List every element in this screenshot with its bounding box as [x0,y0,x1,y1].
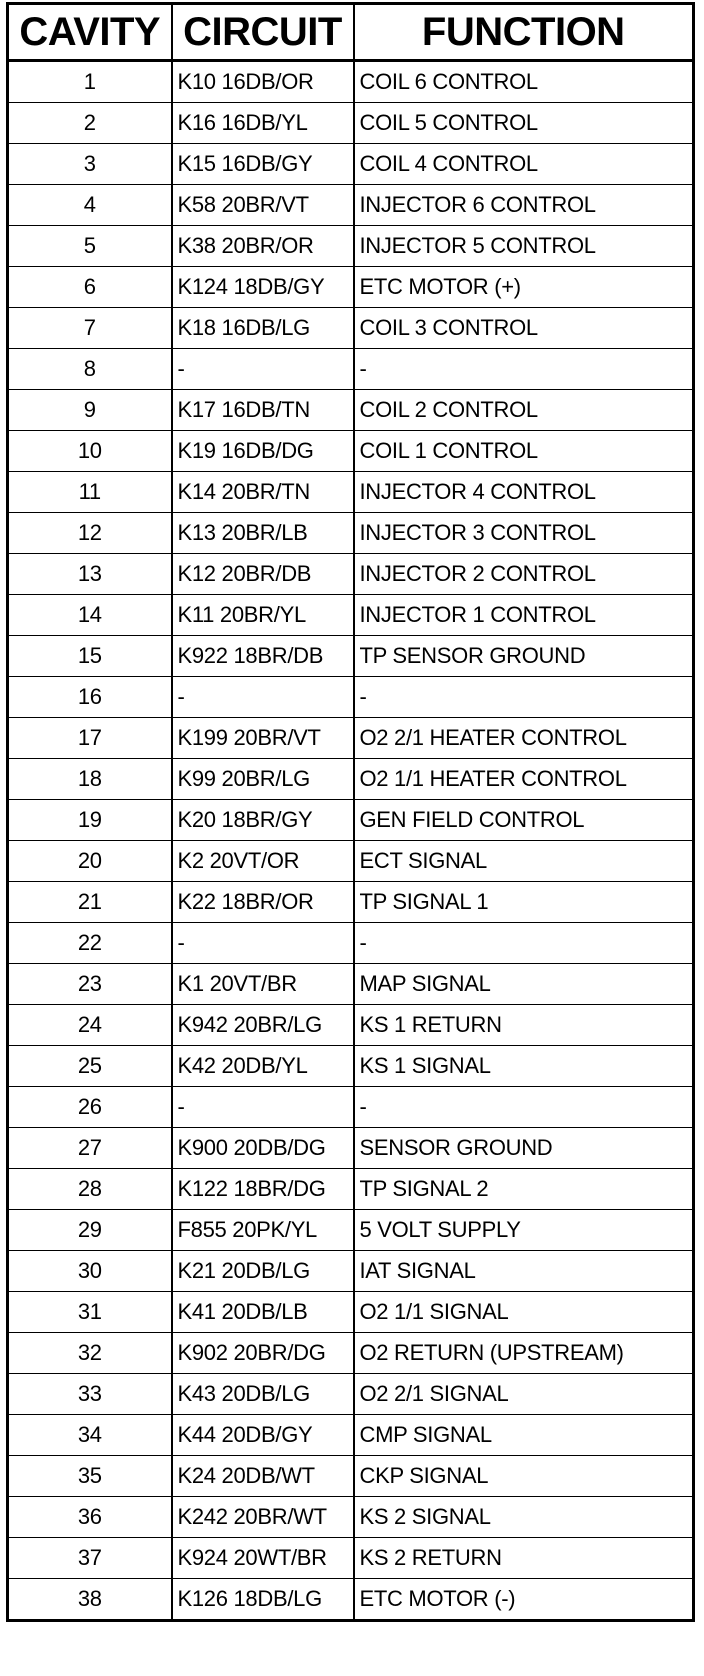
header-circuit: CIRCUIT [172,4,354,61]
cavity-cell: 31 [8,1292,172,1333]
table-row [8,964,694,1005]
table-row [8,308,694,349]
function-cell: COIL 2 CONTROL [354,390,694,431]
table-row [8,431,694,472]
circuit-cell: K126 18DB/LG [172,1579,354,1621]
circuit-cell: K99 20BR/LG [172,759,354,800]
table-row [8,1415,694,1456]
table-row [8,1456,694,1497]
circuit-cell: K242 20BR/WT [172,1497,354,1538]
cavity-cell: 6 [8,267,172,308]
header-cavity: CAVITY [8,4,172,61]
function-cell: O2 2/1 SIGNAL [354,1374,694,1415]
function-cell: INJECTOR 2 CONTROL [354,554,694,595]
circuit-cell: K10 16DB/OR [172,61,354,103]
function-cell: - [354,677,694,718]
function-cell: MAP SIGNAL [354,964,694,1005]
cavity-cell: 4 [8,185,172,226]
table-row [8,185,694,226]
cavity-cell: 15 [8,636,172,677]
table-row [8,595,694,636]
table-row [8,144,694,185]
table-row [8,759,694,800]
circuit-cell: K20 18BR/GY [172,800,354,841]
function-cell: COIL 1 CONTROL [354,431,694,472]
cavity-cell: 14 [8,595,172,636]
table-row [8,1497,694,1538]
circuit-cell: K924 20WT/BR [172,1538,354,1579]
circuit-cell: K18 16DB/LG [172,308,354,349]
table-row [8,1169,694,1210]
table-row [8,1538,694,1579]
cavity-cell: 38 [8,1579,172,1621]
table-row [8,1087,694,1128]
table-row [8,882,694,923]
function-cell: TP SENSOR GROUND [354,636,694,677]
table-row [8,1128,694,1169]
function-cell: O2 1/1 SIGNAL [354,1292,694,1333]
table-row [8,1333,694,1374]
cavity-cell: 35 [8,1456,172,1497]
circuit-cell: K942 20BR/LG [172,1005,354,1046]
cavity-cell: 11 [8,472,172,513]
cavity-cell: 20 [8,841,172,882]
table-row [8,1292,694,1333]
table-row [8,636,694,677]
function-cell: ETC MOTOR (+) [354,267,694,308]
table-row [8,103,694,144]
function-cell: KS 2 SIGNAL [354,1497,694,1538]
connector-pinout-table [6,2,695,1622]
function-cell: 5 VOLT SUPPLY [354,1210,694,1251]
cavity-cell: 17 [8,718,172,759]
circuit-cell: K24 20DB/WT [172,1456,354,1497]
table-header [8,4,694,61]
function-cell: - [354,923,694,964]
table-row [8,1374,694,1415]
circuit-cell: K16 16DB/YL [172,103,354,144]
function-cell: IAT SIGNAL [354,1251,694,1292]
function-cell: CKP SIGNAL [354,1456,694,1497]
cavity-cell: 23 [8,964,172,1005]
cavity-cell: 19 [8,800,172,841]
table-row [8,349,694,390]
cavity-cell: 12 [8,513,172,554]
function-cell: COIL 5 CONTROL [354,103,694,144]
circuit-cell: K13 20BR/LB [172,513,354,554]
circuit-cell: K21 20DB/LG [172,1251,354,1292]
cavity-cell: 30 [8,1251,172,1292]
circuit-cell: K19 16DB/DG [172,431,354,472]
circuit-cell: K922 18BR/DB [172,636,354,677]
circuit-cell: K42 20DB/YL [172,1046,354,1087]
header-row [8,4,694,61]
cavity-cell: 21 [8,882,172,923]
circuit-cell: K1 20VT/BR [172,964,354,1005]
circuit-cell: K41 20DB/LB [172,1292,354,1333]
cavity-cell: 10 [8,431,172,472]
function-cell: INJECTOR 3 CONTROL [354,513,694,554]
table-row [8,923,694,964]
cavity-cell: 18 [8,759,172,800]
function-cell: TP SIGNAL 2 [354,1169,694,1210]
table-row [8,390,694,431]
function-cell: O2 RETURN (UPSTREAM) [354,1333,694,1374]
cavity-cell: 16 [8,677,172,718]
table-row [8,1210,694,1251]
function-cell: O2 1/1 HEATER CONTROL [354,759,694,800]
circuit-cell: K902 20BR/DG [172,1333,354,1374]
function-cell: GEN FIELD CONTROL [354,800,694,841]
table-row [8,226,694,267]
table-row [8,1251,694,1292]
table-row [8,267,694,308]
table-row [8,1579,694,1621]
circuit-cell: K58 20BR/VT [172,185,354,226]
header-function: FUNCTION [354,4,694,61]
cavity-cell: 26 [8,1087,172,1128]
table-row [8,554,694,595]
function-cell: ECT SIGNAL [354,841,694,882]
function-cell: SENSOR GROUND [354,1128,694,1169]
circuit-cell: K12 20BR/DB [172,554,354,595]
cavity-cell: 32 [8,1333,172,1374]
cavity-cell: 29 [8,1210,172,1251]
circuit-cell: K22 18BR/OR [172,882,354,923]
cavity-cell: 27 [8,1128,172,1169]
function-cell: COIL 4 CONTROL [354,144,694,185]
function-cell: INJECTOR 1 CONTROL [354,595,694,636]
circuit-cell: K2 20VT/OR [172,841,354,882]
circuit-cell: K122 18BR/DG [172,1169,354,1210]
function-cell: INJECTOR 4 CONTROL [354,472,694,513]
table-body [8,61,694,1621]
function-cell: KS 2 RETURN [354,1538,694,1579]
circuit-cell: K38 20BR/OR [172,226,354,267]
function-cell: KS 1 RETURN [354,1005,694,1046]
circuit-cell: - [172,1087,354,1128]
cavity-cell: 8 [8,349,172,390]
circuit-cell: K124 18DB/GY [172,267,354,308]
table-row [8,1046,694,1087]
cavity-cell: 2 [8,103,172,144]
table-row [8,513,694,554]
function-cell: - [354,349,694,390]
circuit-cell: K14 20BR/TN [172,472,354,513]
cavity-cell: 24 [8,1005,172,1046]
circuit-cell: K199 20BR/VT [172,718,354,759]
cavity-cell: 37 [8,1538,172,1579]
function-cell: ETC MOTOR (-) [354,1579,694,1621]
table-row [8,472,694,513]
table-row [8,800,694,841]
table-row [8,61,694,103]
cavity-cell: 5 [8,226,172,267]
cavity-cell: 25 [8,1046,172,1087]
circuit-cell: K15 16DB/GY [172,144,354,185]
circuit-cell: K43 20DB/LG [172,1374,354,1415]
function-cell: COIL 3 CONTROL [354,308,694,349]
cavity-cell: 28 [8,1169,172,1210]
circuit-cell: F855 20PK/YL [172,1210,354,1251]
cavity-cell: 9 [8,390,172,431]
circuit-cell: - [172,923,354,964]
cavity-cell: 13 [8,554,172,595]
function-cell: COIL 6 CONTROL [354,61,694,103]
cavity-cell: 36 [8,1497,172,1538]
cavity-cell: 1 [8,61,172,103]
function-cell: O2 2/1 HEATER CONTROL [354,718,694,759]
function-cell: INJECTOR 6 CONTROL [354,185,694,226]
function-cell: TP SIGNAL 1 [354,882,694,923]
circuit-cell: K900 20DB/DG [172,1128,354,1169]
table-row [8,718,694,759]
table-row [8,1005,694,1046]
circuit-cell: K17 16DB/TN [172,390,354,431]
circuit-cell: - [172,677,354,718]
circuit-cell: - [172,349,354,390]
table-row [8,677,694,718]
function-cell: INJECTOR 5 CONTROL [354,226,694,267]
table-row [8,841,694,882]
function-cell: - [354,1087,694,1128]
circuit-cell: K11 20BR/YL [172,595,354,636]
cavity-cell: 3 [8,144,172,185]
cavity-cell: 22 [8,923,172,964]
cavity-cell: 7 [8,308,172,349]
cavity-cell: 33 [8,1374,172,1415]
function-cell: CMP SIGNAL [354,1415,694,1456]
circuit-cell: K44 20DB/GY [172,1415,354,1456]
function-cell: KS 1 SIGNAL [354,1046,694,1087]
cavity-cell: 34 [8,1415,172,1456]
